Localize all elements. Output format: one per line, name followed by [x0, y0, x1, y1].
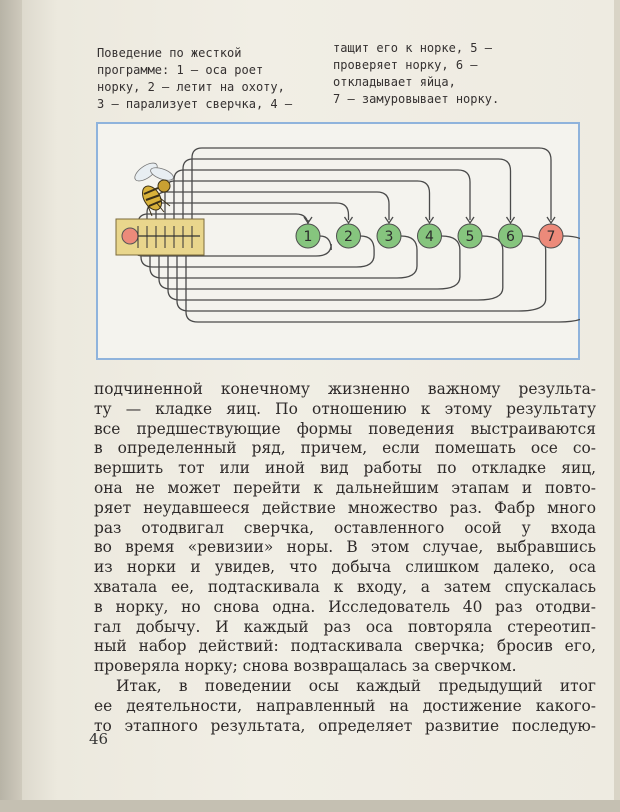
caption-line: тащит его к норке, 5 — [333, 41, 492, 55]
stage-label-6: 6 [506, 229, 515, 245]
caption-line: проверяет норку, 6 — [333, 58, 478, 72]
caption-line: 3 — парализует сверчка, 4 — [97, 97, 293, 111]
caption-line: Поведение по жесткой [97, 46, 242, 60]
body-line: Итак, в поведении осы каждый предыдущий итог [116, 676, 596, 695]
program-block [116, 219, 204, 255]
caption-line: 7 — замуровывает норку. [333, 92, 500, 106]
page-number: 46 [89, 730, 109, 748]
stage-label-1: 1 [303, 229, 313, 245]
body-line: то этапного результата, определяет развитие последую- [94, 716, 596, 735]
caption-line: норку, 2 — летит на охоту, [97, 80, 285, 94]
body-line: она не может перейти к дальнейшим этапам и повто- [94, 478, 596, 497]
scan-bottom-edge [0, 800, 620, 812]
body-line: во время «ревизии» норы. В этом случае, выбравшись [94, 538, 596, 557]
body-line: проверяла норку; снова возвращалась за сверчком. [94, 657, 517, 676]
stage-label-5: 5 [465, 229, 475, 245]
body-line: ряет неудавшееся действие множество раз. Фабр много [94, 498, 596, 517]
body-line: в определенный ряд, причем, если помешать осе со- [94, 439, 596, 458]
body-line: подчиненной конечному жизненно важному результа- [94, 380, 596, 398]
stage-label-4: 4 [425, 229, 434, 245]
body-line: ный набор действий: подтаскивала сверчка; бросив его, [94, 637, 596, 656]
stage-label-3: 3 [384, 229, 394, 245]
wasp-behavior-diagram [96, 122, 580, 360]
stage-label-7: 7 [546, 229, 556, 245]
body-line: хватала ее, подтаскивала к входу, а затем спускалась [94, 577, 596, 596]
body-line: в норку, но снова одна. Исследователь 40 раз отодви- [94, 597, 596, 616]
caption-line: откладывает яйца, [333, 75, 456, 89]
body-line: из норки и увидев, что добыча слишком далеко, оса [94, 558, 596, 577]
body-line: ее деятельности, направленный на достижение какого- [94, 696, 596, 715]
program-start-node [122, 228, 138, 244]
body-line: гал добычу. И каждый раз оса повторяла стереотип- [94, 617, 596, 636]
body-line: все предшествующие формы поведения выстраиваются [94, 419, 596, 438]
body-line: вершить тот или иной вид работы по откладке яиц, [94, 459, 596, 478]
body-line: ту — кладке яиц. По отношению к этому результату [94, 399, 596, 418]
body-line: раз отодвигал сверчка, оставленного осой у входа [94, 518, 596, 537]
body-text [94, 380, 596, 736]
stage-label-2: 2 [344, 229, 353, 245]
caption-line: программе: 1 — оса роет [97, 63, 264, 77]
figure-caption-right [333, 40, 499, 108]
book-spine-shadow [0, 0, 22, 812]
figure-caption-left [97, 45, 292, 113]
wasp-head [158, 180, 170, 192]
